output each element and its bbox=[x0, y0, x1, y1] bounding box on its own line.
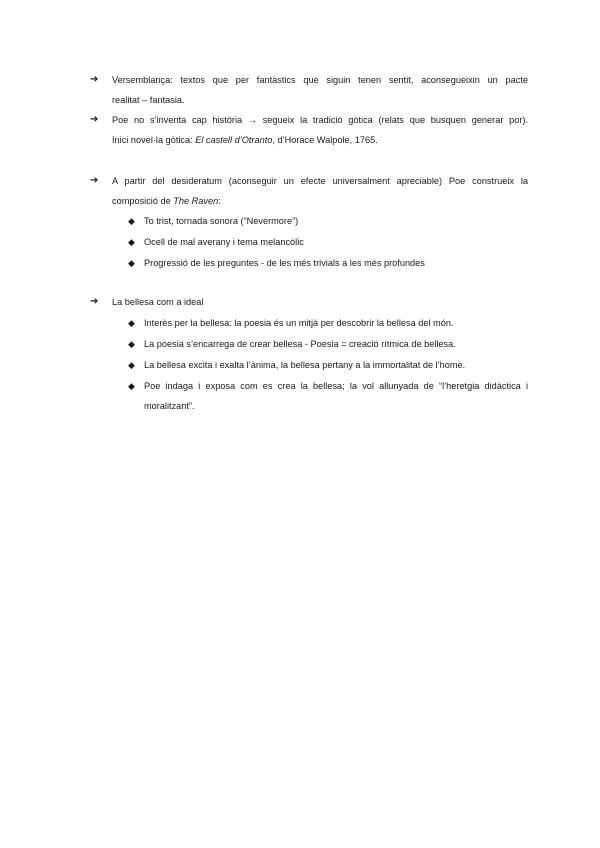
diamond-bullet-icon: ◆ bbox=[128, 360, 135, 370]
subbullet-text: La poesia s’encarrega de crear bellesa - Poesia = creació rítmica de bellesa. bbox=[144, 339, 456, 349]
bullet-text-line: A partir del desideratum (aconseguir un efecte universalment apreciable) Poe construeix la bbox=[112, 176, 528, 186]
bullet-text-line: Versemblança: textos que per fantàstics que siguin tenen sentit, aconsegueixin un pacte bbox=[112, 75, 528, 85]
diamond-bullet-icon: ◆ bbox=[128, 216, 135, 226]
arrow-bullet-icon: ➔ bbox=[90, 296, 99, 307]
arrow-bullet-icon: ➔ bbox=[90, 74, 99, 85]
subbullet-text-line: Poe indaga i exposa com es crea la bellesa; la vol allunyada de “l’heretgia didàctica i bbox=[144, 381, 528, 391]
subbullet-poesia-bellesa bbox=[128, 334, 528, 354]
subbullet-text bbox=[144, 376, 528, 416]
subbullet-text-line: moralitzant”. bbox=[144, 401, 195, 411]
bullet-text-line: Poe no s’inventa cap història → segueix la tradició gòtica (relats que busquen generar por). bbox=[112, 115, 528, 125]
subbullet-text: Interès per la bellesa: la poesia és un mitjà per descobrir la bellesa del món. bbox=[144, 318, 454, 328]
text-run: composició de bbox=[112, 196, 174, 206]
bullet-versemblanca bbox=[90, 70, 528, 110]
bullet-text bbox=[112, 171, 528, 211]
bullet-bellesa-ideal bbox=[90, 292, 528, 312]
arrow-bullet-icon: ➔ bbox=[90, 114, 99, 125]
subbullet-text: Ocell de mal averany i tema melancòlic bbox=[144, 237, 304, 247]
arrow-bullet-icon: ➔ bbox=[90, 175, 99, 186]
diamond-bullet-icon: ◆ bbox=[128, 381, 135, 391]
text-run: : bbox=[218, 196, 221, 206]
subbullet-ocell bbox=[128, 232, 528, 252]
bullet-text-line bbox=[112, 191, 528, 211]
subbullet-excita-anima bbox=[128, 355, 528, 375]
bullet-text-line: realitat – fantasia. bbox=[112, 95, 185, 105]
bullet-text: La bellesa com a ideal bbox=[112, 297, 204, 307]
subbullet-text: La bellesa excita i exalta l’ànima, la bellesa pertany a la immortalitat de l’home. bbox=[144, 360, 466, 370]
subbullet-text: Progressió de les preguntes - de les més trivials a les més profundes bbox=[144, 258, 425, 268]
diamond-bullet-icon: ◆ bbox=[128, 258, 135, 268]
subbullet-indaga bbox=[128, 376, 528, 416]
bullet-text bbox=[112, 70, 528, 110]
bullet-tradicio-gotica bbox=[90, 110, 528, 150]
text-run: Inici novel·la gòtica: bbox=[112, 135, 196, 145]
bullet-text-line bbox=[112, 130, 528, 150]
subbullet-progressio bbox=[128, 253, 528, 273]
text-run: , d’Horace Walpole, 1765. bbox=[272, 135, 378, 145]
diamond-bullet-icon: ◆ bbox=[128, 339, 135, 349]
poem-title: The Raven bbox=[173, 196, 219, 206]
book-title: El castell d’Otranto bbox=[195, 135, 273, 145]
bullet-desideratum bbox=[90, 171, 528, 211]
diamond-bullet-icon: ◆ bbox=[128, 318, 135, 328]
diamond-bullet-icon: ◆ bbox=[128, 237, 135, 247]
bullet-text bbox=[112, 110, 528, 150]
subbullet-to-trist bbox=[128, 211, 528, 231]
subbullet-text: To trist, tornada sonora (“Nevermore”) bbox=[144, 216, 299, 226]
subbullet-interes-bellesa bbox=[128, 313, 528, 333]
